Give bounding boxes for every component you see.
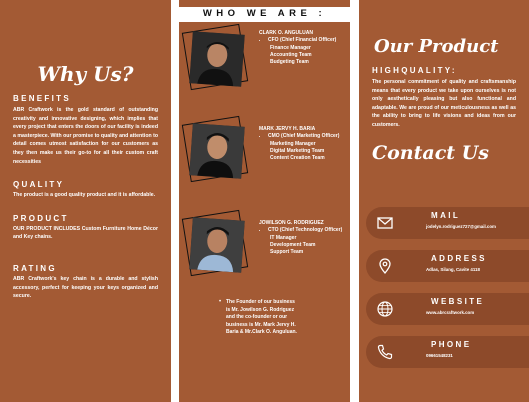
portrait-image bbox=[189, 123, 245, 179]
founder-bullet: • bbox=[219, 299, 222, 305]
contact-value[interactable]: Adlas, Silang, Cavite 4118 bbox=[426, 267, 480, 272]
founder-note bbox=[218, 299, 330, 337]
quality-text: The product is a good quality product and it is affordable. bbox=[13, 192, 156, 199]
rating-text: ABR Craftwork's key chain is a durable and stylish accessory, perfect for keeping your keys organized and secure. bbox=[13, 275, 158, 300]
portrait-image bbox=[189, 217, 245, 273]
contact-label: ADDRESS bbox=[431, 254, 487, 263]
founder-line: business is Mr. Mark Jervy H. bbox=[226, 321, 296, 328]
highquality-heading: HIGHQUALITY: bbox=[372, 66, 457, 75]
member-name: JOWILSON G. RODRIGUEZ bbox=[259, 220, 324, 226]
member-duty: Support Team bbox=[270, 249, 304, 256]
contact-label: PHONE bbox=[431, 340, 472, 349]
why-us-title: Why Us? bbox=[37, 62, 134, 86]
member-duty: Development Team bbox=[270, 241, 316, 248]
member-photo bbox=[186, 120, 250, 184]
founder-line: and the co-founder or our bbox=[226, 314, 288, 321]
benefits-heading: BENEFITS bbox=[13, 94, 71, 103]
who-we-are-title: WHO WE ARE : bbox=[202, 8, 327, 19]
member-role: • CTO (Chief Technology Officer) bbox=[268, 227, 349, 234]
contact-us-title: Contact Us bbox=[372, 141, 489, 164]
founder-line: is Mr. Jowilson G. Rodriguez bbox=[226, 306, 295, 313]
contact-website-row[interactable] bbox=[366, 293, 529, 325]
contact-label: MAIL bbox=[431, 211, 461, 220]
member-name: CLARK O. ANGULUAN bbox=[259, 30, 313, 36]
member-name: MARK JERVY H. BARIA bbox=[259, 126, 316, 132]
globe-icon bbox=[376, 300, 394, 318]
portrait-image bbox=[189, 31, 245, 87]
member-photo bbox=[186, 28, 250, 92]
highquality-text: The personal commitment of quality and craftsmanship means that every product we take upon ourselves is not only aesthetically pleasing but also functional and adaptable. We are proud of our meticulousness as well as the ability to bring to life visions and ideas from our customers. bbox=[372, 79, 516, 128]
member-duty: Finance Manager bbox=[270, 44, 311, 51]
member-duty: Digital Marketing Team bbox=[270, 147, 325, 154]
founder-line: The Founder of our business bbox=[226, 299, 295, 305]
mail-icon bbox=[376, 214, 394, 232]
benefits-text: ABR Craftwork is the gold standard of outstanding creativity and innovative designing, which implies that every project that enters the doors of our facility is indeed a masterpiece. With our promise to quality and attention to detail comes utmost satisfaction for our customers as they then make us their go-to for all their custom craft necessities bbox=[13, 107, 158, 165]
contact-mail-row[interactable] bbox=[366, 207, 529, 239]
contact-phone-row[interactable] bbox=[366, 336, 529, 368]
product-text: OUR PRODUCT INCLUDES Custom Furniture Home Décor and Key chains. bbox=[13, 225, 158, 241]
who-we-are-panel bbox=[179, 0, 350, 402]
member-role: • CFO (Chief Financial Officer) bbox=[268, 37, 349, 44]
location-pin-icon bbox=[376, 257, 394, 275]
phone-icon bbox=[376, 343, 394, 361]
contact-address-row[interactable] bbox=[366, 250, 529, 282]
founder-line: Baria & Mr.Clark O. Anguluan. bbox=[226, 329, 297, 336]
member-duty: Accounting Team bbox=[270, 51, 312, 58]
contact-value[interactable]: jodelyn.rodriguez727@gmail.com bbox=[426, 224, 496, 229]
member-duty: IT Manager bbox=[270, 234, 297, 241]
member-duty: Budgeting Team bbox=[270, 59, 309, 66]
our-product-title: Our Product bbox=[374, 36, 499, 57]
member-photo bbox=[186, 214, 250, 278]
rating-heading: RATING bbox=[13, 263, 57, 273]
member-duty: Content Creation Team bbox=[270, 155, 325, 162]
contact-value[interactable]: www.abrcraftwork.com bbox=[426, 310, 475, 315]
member-role: • CMO (Chief Marketing Officer) bbox=[268, 133, 349, 140]
quality-heading: QUALITY bbox=[13, 180, 65, 190]
contact-label: WEBSITE bbox=[431, 297, 485, 306]
why-us-panel bbox=[0, 0, 171, 402]
contact-value[interactable]: 09661548231 bbox=[426, 353, 453, 358]
member-duty: Marketing Manager bbox=[270, 140, 316, 147]
product-heading: PRODUCT bbox=[13, 213, 69, 223]
